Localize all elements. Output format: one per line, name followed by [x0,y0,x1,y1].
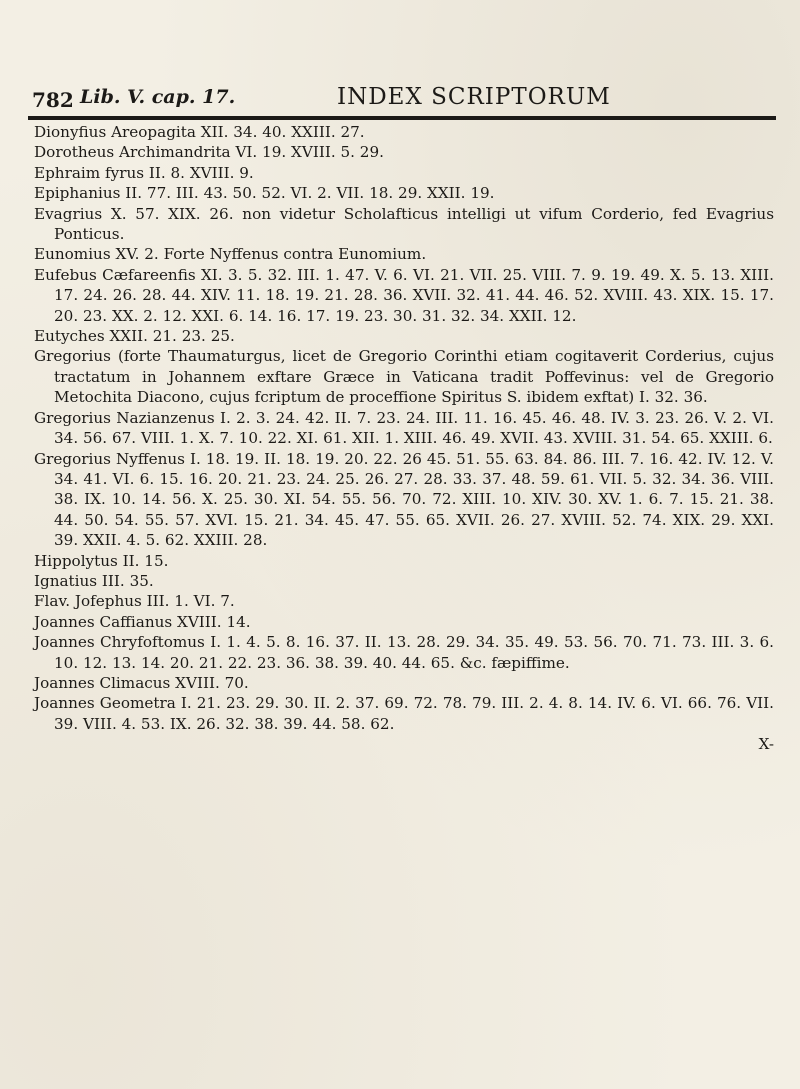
entry-name: Epiphanius [34,184,121,203]
index-entry [34,551,774,571]
entry-refs: II. 77. III. 43. 50. 52. VI. 2. VII. 18. 29. XXII. 19. [125,184,495,203]
index-entry [34,326,774,346]
index-entry [34,244,774,264]
index-entries [34,122,774,755]
entry-name: Eufebus Cæfareenfis [34,265,196,284]
entry-refs: II. 8. XVIII. 9. [148,163,254,182]
index-entry [34,346,774,407]
entry-name: Eutyches [34,327,105,346]
index-entry [34,693,774,734]
index-entry [34,183,774,203]
entry-refs: III. 1. VI. 7. [146,592,235,611]
entry-refs: II. 15. [122,551,169,570]
entry-name: Dorotheus Archimandrita [34,143,231,162]
entry-refs: XVIII. 70. [175,673,249,692]
index-entry [34,163,774,183]
entry-name: Joannes Climacus [34,673,171,692]
entry-refs: X. 57. XIX. 26. non videtur Scholafticus intelligi ut vifum Corderio, fed Evagrius Ponticus. [54,204,774,244]
index-entry [34,571,774,591]
index-entry [34,142,774,162]
entry-name: Dionyfius Areopagita [34,123,196,141]
section-reference: Lib. V. cap. 17. [80,86,236,108]
entry-name: Gregorius Nyffenus [34,449,185,468]
entry-refs: VI. 19. XVIII. 5. 29. [235,143,384,162]
entry-name: Hippolytus [34,551,118,570]
page-title: INDEX SCRIPTORUM [337,84,611,110]
index-entry [34,122,774,142]
entry-refs: I. 1. 4. 5. 8. 16. 37. II. 13. 28. 29. 34. 35. 49. 53. 56. 70. 71. 73. III. 3. 6. 10. 12. 13. 14. 20. 21. 22. 23. 36. 38. 39. 40. 44. 65. &c. fæpiffime. [54,633,775,672]
entry-name: Eunomius [34,245,111,264]
page-number: 782 [32,88,74,112]
index-entry [34,673,774,693]
entry-refs: XII. 34. 40. XXIII. 27. [200,123,365,141]
header-rule [28,116,776,120]
entry-name: Evagrius [34,204,103,223]
index-entry [34,449,774,551]
entry-name: Joannes Chryfoftomus [34,633,205,652]
running-head [32,80,772,114]
index-entry [34,612,774,632]
entry-name: Ephraim fyrus [34,163,145,182]
index-entry [34,408,774,449]
entry-refs: XV. 2. Forte Nyffenus contra Eunomium. [115,245,427,264]
entry-name: Ignatius [34,571,98,590]
index-entry [34,265,774,326]
entry-name: Joannes Geometra [34,694,176,713]
entry-refs: (forte Thaumaturgus, licet de Gregorio Corinthi etiam cogitaverit Corderius, cujus tractatum in Johannem exftare Græce in Vaticana tradit Poffevinus: vel de Gregorio Metochita Diacono, cujus fcriptum de proceffione Spiritus S. ibidem exftat) I. 32. 36. [54,347,775,407]
entry-name: Gregorius Nazianzenus [34,408,215,427]
entry-refs: I. 21. 23. 29. 30. II. 2. 37. 69. 72. 78. 79. III. 2. 4. 8. 14. IV. 6. VI. 66. 76. VII. 39. VIII. 4. 53. IX. 26. 32. 38. 39. 44. 58. 62. [54,694,774,733]
catchword: X- [758,735,774,754]
entry-refs: I. 2. 3. 24. 42. II. 7. 23. 24. III. 11. 16. 45. 46. 48. IV. 3. 23. 26. V. 2. VI. 34. 56. 67. VIII. 1. X. 7. 10. 22. XI. 61. XII. 1. XIII. 46. 49. XVII. 43. XVIII. 31. 54. 65. XXIII. 6. [54,408,775,448]
entry-name: Gregorius [34,347,111,366]
entry-name: Joannes Caffianus [34,612,173,631]
entry-name: Flav. Jofephus [34,592,142,611]
entry-refs: XXII. 21. 23. 25. [109,327,235,346]
entry-refs: III. 35. [101,571,154,590]
entry-refs: XI. 3. 5. 32. III. 1. 47. V. 6. VI. 21. VII. 25. VIII. 7. 9. 19. 49. X. 5. 13. XIII. 17. 24. 26. 28. 44. XIV. 11. 18. 19. 21. 28. 36. XVII. 32. 41. 44. 46. 52. XVIII. 43. XIX. 15. 17. 20. 23. XX. 2. 12. XXI. 6. 14. 16. 17. 19. 23. 30. 31. 32. 34. XXII. 12. [54,265,775,325]
entry-refs: XVIII. 14. [177,612,251,631]
index-entry [34,632,774,673]
index-entry [34,204,774,245]
index-entry [34,591,774,611]
entry-refs: I. 18. 19. II. 18. 19. 20. 22. 26 45. 51. 55. 63. 84. 86. III. 7. 16. 42. IV. 12. V. 34. 41. VI. 6. 15. 16. 20. 21. 23. 24. 25. 26. 27. 28. 33. 37. 48. 59. 61. VII. 5. 32. 34. 36. VIII. 38. IX. 10. 14. 56. X. 25. 30. XI. 54. 55. 56. 70. 72. XIII. 10. XIV. 30. XV. 1. 6. 7. 15. 21. 38. 44. 50. 54. 55. 57. XVI. 15. 21. 34. 45. 47. 55. 65. XVII. 26. 27. XVIII. 52. 74. XIX. 29. XXI. 39. XXII. 4. 5. 62. XXIII. 28. [54,449,774,550]
